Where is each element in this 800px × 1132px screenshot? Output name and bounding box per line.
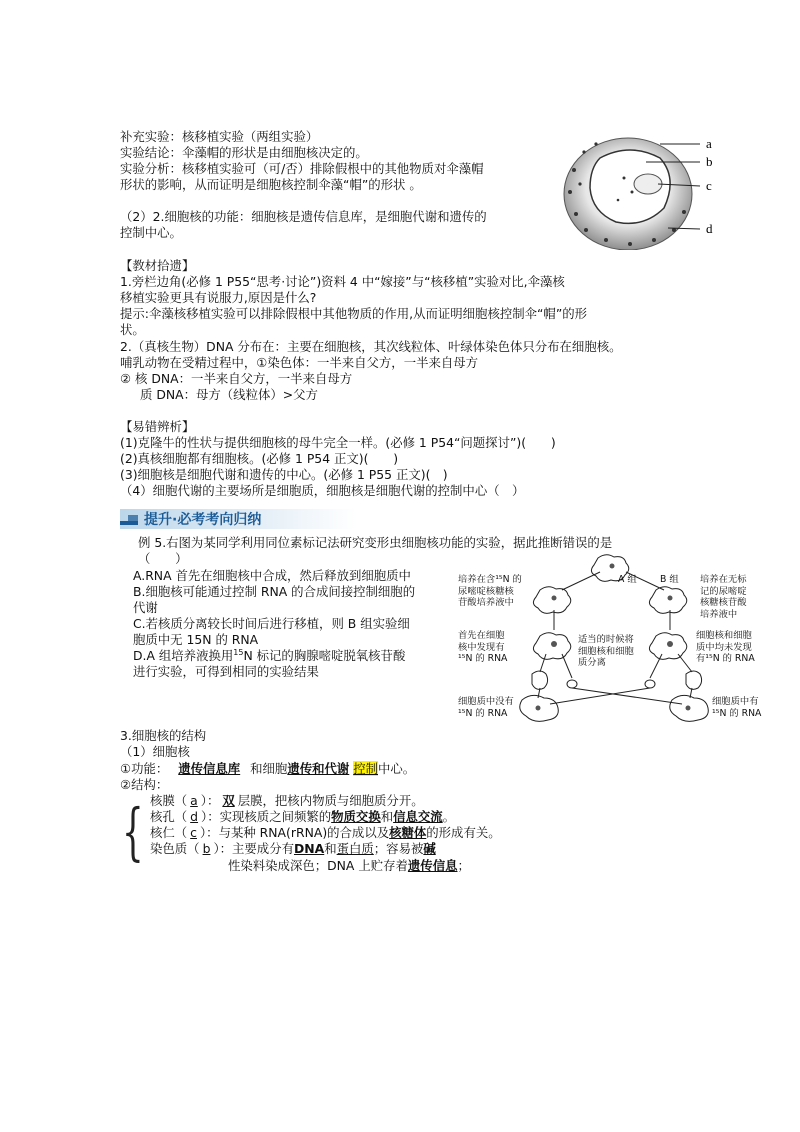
right-top-note: [700, 574, 747, 620]
option-d-line-2: 进行实验，可得到相同的实验结果: [133, 664, 319, 679]
pore-middle: ）：实现核质之间频繁的: [201, 809, 332, 824]
nucleus-diagram: [560, 130, 730, 250]
function-middle: 和细胞: [250, 761, 288, 776]
error-item-2: (2)真核细胞都有细胞核。(必修 1 P54 正文)( ): [120, 451, 399, 466]
structure-subtitle: （1）细胞核: [120, 744, 190, 759]
left-mid-note-2: 核中发现有: [458, 641, 505, 653]
right-top-note-1: 培养在无标: [700, 574, 747, 585]
answer-gene-library: 遗传信息库: [178, 761, 241, 776]
brace-icon: {: [122, 795, 144, 868]
answer-protein: 蛋白质: [336, 841, 374, 856]
errors-heading: 【易错辨析】: [120, 419, 195, 434]
function-suffix: 中心。: [378, 761, 416, 776]
center-mid-note-2: 细胞核和细胞: [578, 645, 634, 657]
option-d-text-post: N 标记的胸腺嘧啶脱氧核苷酸: [243, 648, 406, 663]
supplement-line-3: 实验分析：核移植实验可（可/否）排除假根中的其他物质对伞藻帽: [120, 161, 484, 176]
textbook-line-1: 1.旁栏边角(必修 1 P55“思考·讨论”)资料 4 中“嫁接”与“核移植”实验对比,伞藻核: [120, 274, 565, 289]
supplement-line-4: 形状的影响，从而证明是细胞核控制伞藻“帽”的形状 。: [120, 177, 422, 192]
nucleolus-suffix: 的形成有关。: [426, 825, 501, 840]
chromatin-row-2: [228, 858, 470, 874]
pore-and: 和: [380, 809, 394, 824]
section-banner: [120, 509, 356, 529]
left-mid-note-1: 首先在细胞: [458, 630, 505, 641]
error-item-1: (1)克隆牛的性状与提供细胞核的母牛完全一样。(必修 1 P54“问题探讨”)( ): [120, 435, 556, 450]
chromatin-letter: b: [202, 841, 211, 856]
answer-basic: 碱: [423, 841, 436, 856]
textbook-line-2: 移植实验更具有说服力,原因是什么?: [120, 290, 317, 305]
option-d-line-1: [133, 648, 405, 664]
example-paren: （ ）: [138, 551, 188, 566]
option-d-text-pre: D.A 组培养液换用: [133, 648, 234, 663]
right-bottom-note-2: ¹⁵N 的 RNA: [712, 707, 762, 719]
right-mid-note-3: 有¹⁵N 的 RNA: [696, 653, 755, 664]
textbook-heading: 【教材拾遗】: [120, 258, 195, 273]
membrane-letter: a: [190, 793, 198, 808]
answer-double: 双: [222, 793, 235, 808]
chromatin-middle-2: ；容易被: [373, 841, 424, 856]
left-top-note-3: 苷酸培养液中: [458, 597, 514, 608]
left-top-note-2: 尿嘧啶核糖核: [458, 585, 514, 597]
textbook-line-4: 状。: [120, 322, 145, 337]
answer-control: 控制: [353, 761, 378, 776]
right-mid-note-2: 质中均未发现: [696, 641, 752, 653]
answer-material-exchange: 物质交换: [331, 809, 381, 824]
pore-prefix: 核孔（: [150, 809, 188, 824]
textbook-line-3: 提示:伞藻核移植实验可以排除假根中其他物质的作用,从而证明细胞核控制伞“帽”的形: [120, 306, 588, 321]
answer-genetic-info: 遗传信息: [407, 858, 458, 873]
membrane-middle: ）：: [200, 793, 220, 808]
pore-letter: d: [190, 809, 199, 824]
option-b-line-2: 代谢: [133, 600, 158, 615]
option-c-line-1: C.若核质分离较长时间后进行移植，则 B 组实验细: [133, 616, 410, 631]
option-d-superscript: 15: [233, 647, 244, 657]
right-top-note-3: 核糖核苷酸: [700, 597, 747, 608]
label-c: c: [706, 178, 712, 193]
structure-title: 3.细胞核的结构: [120, 728, 207, 743]
textbook-line-5: 2.（真核生物）DNA 分布在：主要在细胞核，其次线粒体、叶绿体染色体只分布在细胞核。: [120, 339, 622, 354]
error-item-3: (3)细胞核是细胞代谢和遗传的中心。(必修 1 P55 正文)( ): [120, 467, 448, 482]
supplement-line-2: 实验结论：伞藻帽的形状是由细胞核决定的。: [120, 145, 368, 160]
structure-label: ②结构：: [120, 777, 169, 792]
right-mid-note: [696, 630, 755, 665]
left-bottom-note-1: 细胞质中没有: [458, 696, 514, 707]
ameba-experiment-diagram: [450, 550, 770, 730]
nucleolus-middle: ）：与某种 RNA(rRNA)的合成以及: [199, 825, 390, 840]
answer-ribosome: 核糖体: [389, 825, 427, 840]
chromatin-and: 和: [324, 841, 337, 856]
chromatin-prefix: 染色质（: [150, 841, 200, 856]
label-d: d: [706, 221, 713, 236]
supplement-line-1: 补充实验：核移植实验（两组实验）: [120, 129, 319, 144]
group-a-label: A 组: [618, 574, 637, 585]
right-bottom-note-1: 细胞质中有: [712, 696, 759, 707]
right-bottom-note: [712, 696, 761, 719]
option-b-line-1: B.细胞核可能通过控制 RNA 的合成间接控制细胞的: [133, 584, 416, 599]
example-stem: 例 5.右图为某同学利用同位素标记法研究变形虫细胞核功能的实验，据此推断错误的是: [138, 535, 613, 550]
membrane-suffix: 层膜，把核内物质与细胞质分开。: [237, 793, 424, 808]
right-mid-note-1: 细胞核和细胞: [696, 630, 752, 641]
pore-suffix: 。: [442, 809, 456, 824]
right-top-note-2: 记的尿嘧啶: [700, 585, 747, 597]
nucleolus-letter: c: [190, 825, 197, 840]
group-b-label: B 组: [660, 574, 679, 585]
banner-title: 提升·必考考向归纳: [144, 512, 262, 528]
function-line-1: （2）2.细胞核的功能：细胞核是遗传信息库，是细胞代谢和遗传的: [120, 209, 487, 224]
left-mid-note-3: ¹⁵N 的 RNA: [458, 653, 508, 664]
function-row: [120, 761, 415, 777]
label-a: a: [706, 136, 712, 151]
chromatin-line2-suffix: ；: [457, 858, 470, 873]
textbook-line-7: ② 核 DNA：一半来自父方，一半来自母方: [120, 371, 353, 386]
left-top-note: [458, 574, 522, 609]
chromatin-middle: ）：主要成分有: [213, 841, 294, 856]
error-item-4: （4）细胞代谢的主要场所是细胞质，细胞核是细胞代谢的控制中心（ ）: [120, 483, 525, 498]
function-line-2: 控制中心。: [120, 225, 182, 240]
answer-dna: DNA: [293, 841, 325, 856]
option-c-line-2: 胞质中无 15N 的 RNA: [133, 632, 259, 647]
textbook-line-6: 哺乳动物在受精过程中，①染色体：一半来自父方，一半来自母方: [120, 355, 479, 370]
center-mid-note-1: 适当的时候将: [578, 634, 634, 645]
center-mid-note-3: 质分离: [578, 657, 606, 668]
option-a: A.RNA 首先在细胞核中合成，然后释放到细胞质中: [133, 568, 411, 583]
left-bottom-note: [458, 696, 514, 719]
pore-row: [150, 809, 455, 825]
nucleolus-row: [150, 825, 501, 841]
right-top-note-4: 培养液中: [700, 608, 738, 620]
center-mid-note: [578, 634, 634, 669]
function-prefix: ①功能：: [120, 761, 169, 776]
left-mid-note: [458, 630, 507, 665]
nucleolus-prefix: 核仁（: [150, 825, 188, 840]
membrane-row: [150, 793, 424, 809]
label-b: b: [706, 154, 713, 169]
membrane-prefix: 核膜（: [150, 793, 188, 808]
left-top-note-1: 培养在含¹⁵N 的: [458, 574, 522, 585]
chromatin-line2-prefix: 性染料染成深色；DNA 上贮存着: [228, 858, 408, 873]
answer-info-exchange: 信息交流: [393, 809, 443, 824]
left-bottom-note-2: ¹⁵N 的 RNA: [458, 707, 508, 719]
chromatin-row: [150, 841, 436, 857]
answer-heredity-metabolism: 遗传和代谢: [287, 761, 350, 776]
textbook-line-8: 质 DNA：母方（线粒体）>父方: [140, 387, 318, 402]
